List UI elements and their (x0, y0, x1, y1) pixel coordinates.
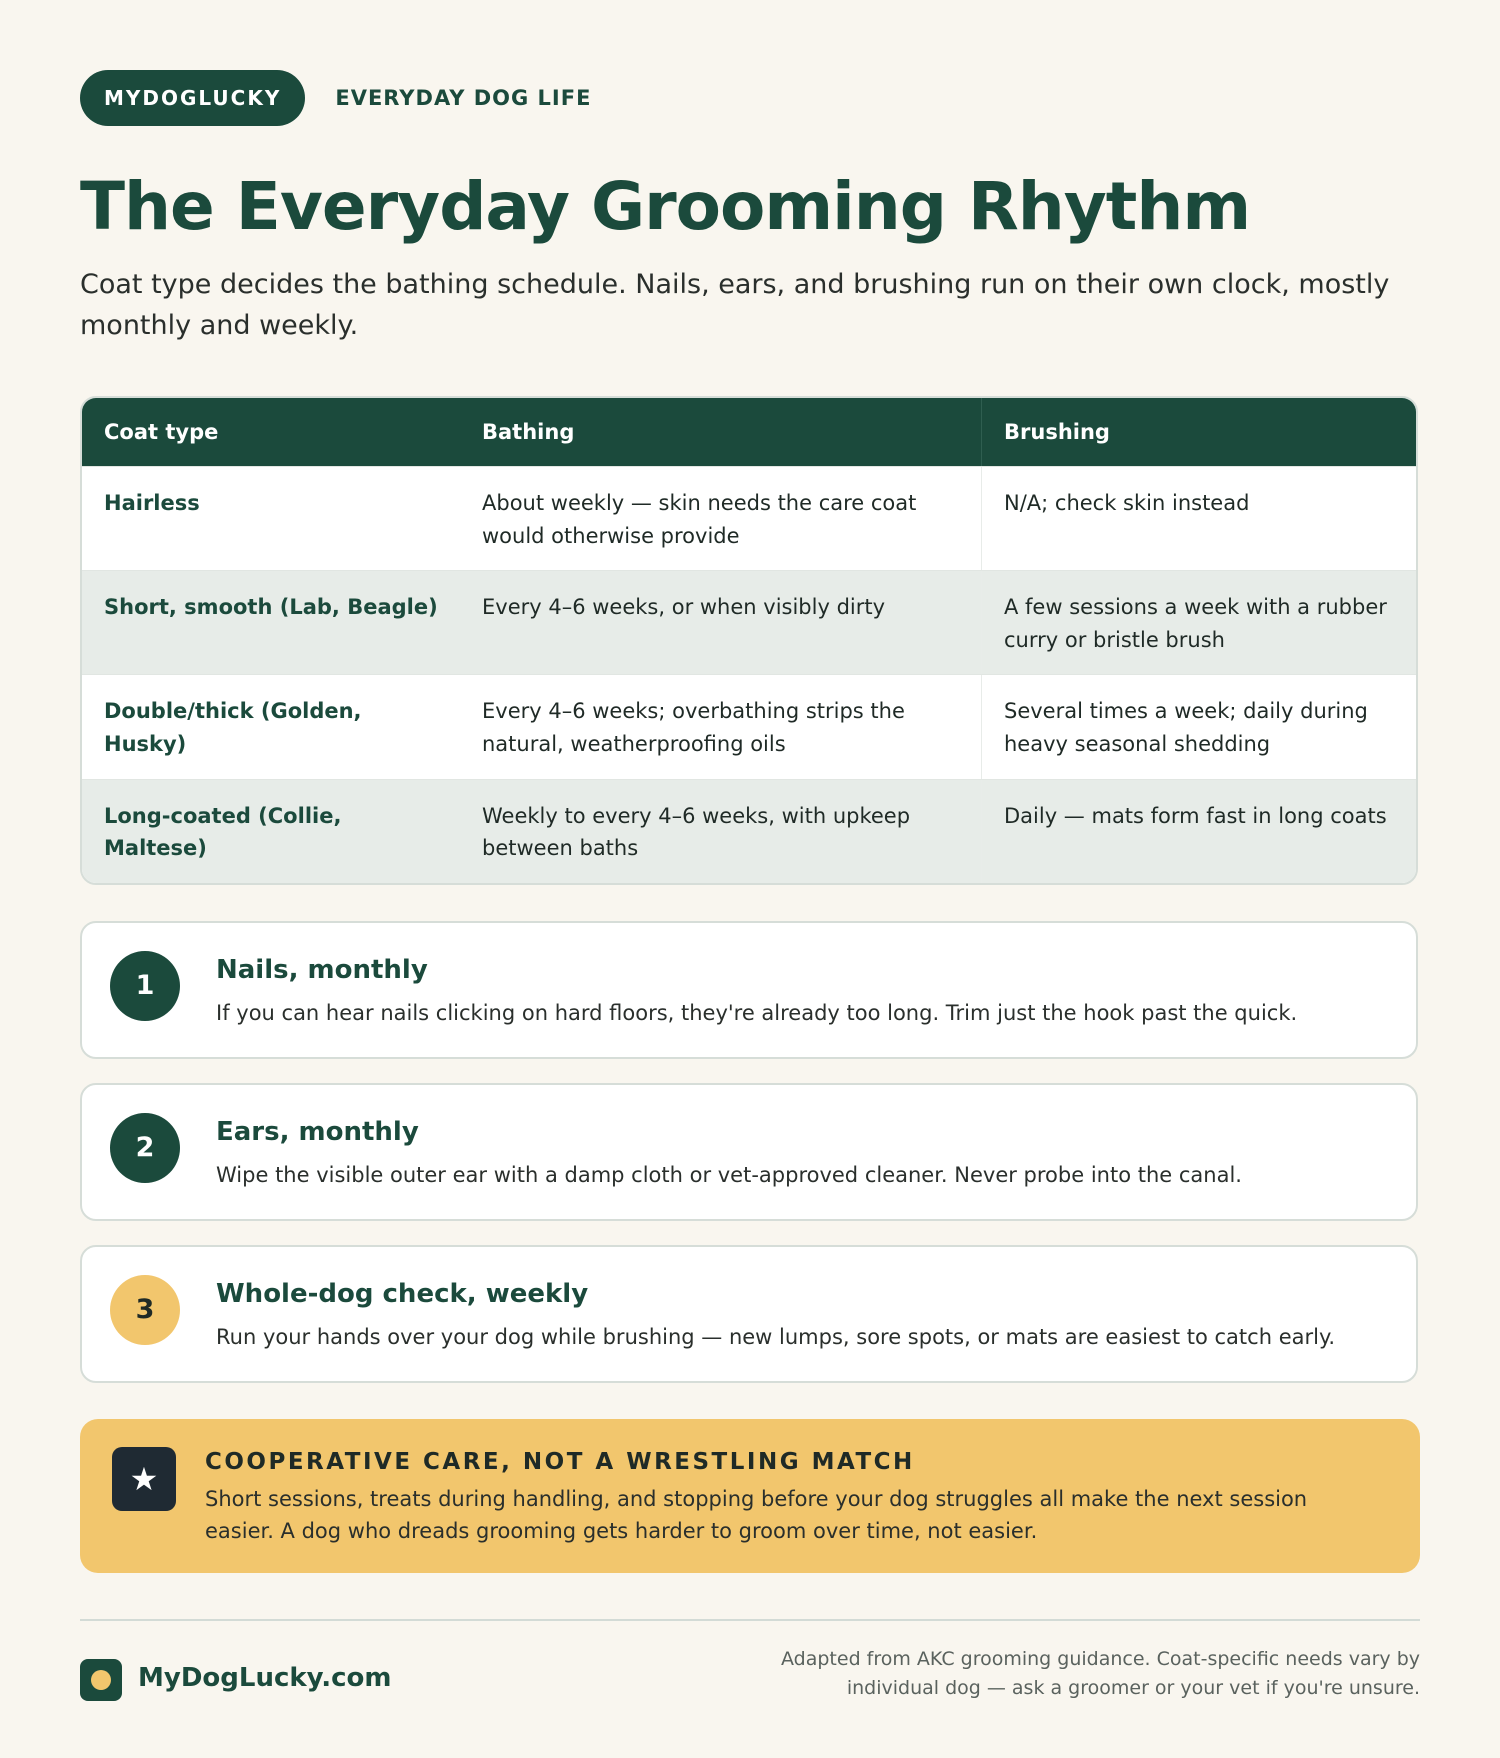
step-number-badge: 1 (110, 951, 180, 1021)
cell-coat-type: Long-coated (Collie, Maltese) (104, 803, 342, 861)
cell-brushing: Several times a week; daily during heavy seasonal shedding (1004, 699, 1368, 757)
header-topline (80, 70, 1420, 126)
kicker: EVERYDAY DOG LIFE (335, 86, 592, 110)
column-header-brushing: Brushing (1004, 420, 1110, 445)
logo-icon (80, 1659, 122, 1701)
step-title: Whole-dog check, weekly (216, 1278, 589, 1309)
cell-coat-type: Hairless (104, 491, 200, 516)
callout-box (80, 1419, 1420, 1573)
cell-brushing: N/A; check skin instead (1004, 491, 1250, 516)
column-header-bathing: Bathing (460, 398, 982, 466)
page-subtitle: Coat type decides the bathing schedule. Nails, ears, and brushing run on their own clock, mostly monthly and weekly. (80, 269, 1390, 341)
cell-coat-type: Double/thick (Golden, Husky) (104, 699, 362, 757)
step-card-nails (80, 921, 1418, 1059)
callout-title: COOPERATIVE CARE, NOT A WRESTLING MATCH (205, 1448, 915, 1475)
callout-text: Short sessions, treats during handling, and stopping before your dog struggles all make the next session easier. A dog who dreads grooming gets harder to groom over time, not easier. (205, 1486, 1308, 1544)
cell-bathing: About weekly — skin needs the care coat would otherwise provide (460, 467, 982, 570)
page (80, 70, 1420, 1741)
step-title: Ears, monthly (216, 1116, 419, 1147)
page-title: The Everyday Grooming Rhythm (80, 168, 1251, 245)
step-title: Nails, monthly (216, 954, 428, 985)
cell-coat-type: Short, smooth (Lab, Beagle) (104, 595, 438, 620)
cell-brushing: A few sessions a week with a rubber curry or bristle brush (1004, 595, 1387, 652)
coat-table (80, 396, 1418, 884)
step-card-whole-dog-check (80, 1245, 1418, 1383)
table-header (82, 398, 1416, 466)
footer (80, 1621, 1420, 1741)
brand-pill: MYDOGLUCKY (80, 70, 305, 126)
table-row (82, 466, 1416, 570)
table-row (82, 674, 1416, 778)
step-number-badge: 3 (110, 1275, 180, 1345)
step-card-ears (80, 1083, 1418, 1221)
step-text: Wipe the visible outer ear with a damp cloth or vet-approved cleaner. Never probe into the canal. (216, 1162, 1242, 1187)
step-text: If you can hear nails clicking on hard floors, they're already too long. Trim just the hook past the quick. (216, 1000, 1298, 1025)
star-icon: ★ (112, 1447, 176, 1511)
table-row (82, 779, 1416, 883)
cell-brushing: Daily — mats form fast in long coats (1004, 803, 1387, 828)
column-header-coat-type: Coat type (104, 420, 219, 445)
cell-bathing: Weekly to every 4–6 weeks, with upkeep between baths (460, 780, 982, 883)
cell-bathing: Every 4–6 weeks; overbathing strips the natural, weatherproofing oils (460, 675, 982, 778)
cell-bathing: Every 4–6 weeks, or when visibly dirty (460, 571, 982, 674)
step-text: Run your hands over your dog while brushing — new lumps, sore spots, or mats are easiest to catch early. (216, 1324, 1336, 1349)
source-note: Adapted from AKC grooming guidance. Coat-specific needs vary by individual dog — ask a groomer or your vet if you're unsure. (781, 1647, 1420, 1700)
step-number-badge: 2 (110, 1113, 180, 1183)
site-name: MyDogLucky.com (138, 1662, 392, 1693)
table-row (82, 570, 1416, 674)
